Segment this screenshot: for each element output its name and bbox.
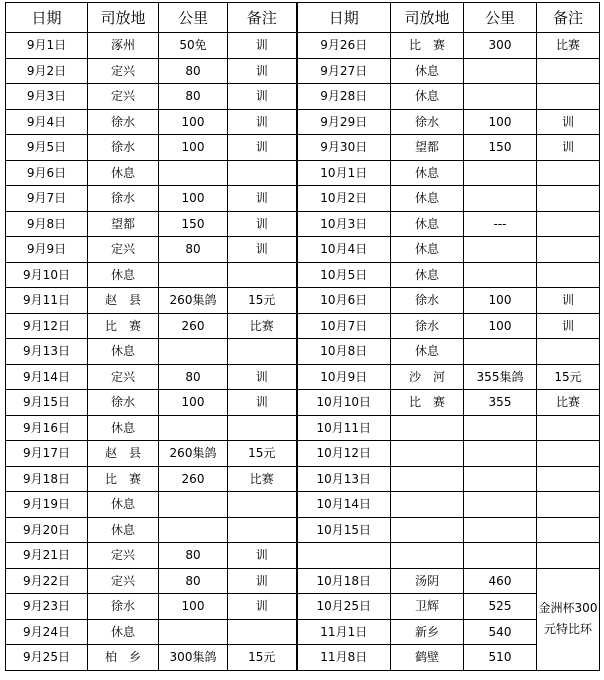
release-site-cell: 徐水	[88, 135, 159, 161]
note-cell: 15元	[228, 645, 297, 671]
date-cell: 9月19日	[6, 492, 88, 518]
note-cell	[537, 237, 600, 263]
release-site-cell: 休息	[391, 262, 464, 288]
header-release-site: 司放地	[88, 3, 159, 33]
note-cell: 训	[228, 568, 297, 594]
release-site-cell: 柏 乡	[88, 645, 159, 671]
distance-cell: 260	[159, 466, 228, 492]
header-note: 备注	[537, 3, 600, 33]
table-row	[6, 645, 600, 671]
release-site-cell: 休息	[391, 84, 464, 110]
distance-cell	[464, 517, 537, 543]
date-cell: 10月18日	[297, 568, 391, 594]
note-cell: 训	[228, 594, 297, 620]
note-cell	[228, 160, 297, 186]
distance-cell: 100	[159, 594, 228, 620]
distance-cell: 100	[464, 109, 537, 135]
note-cell: 训	[228, 211, 297, 237]
date-cell: 9月5日	[6, 135, 88, 161]
note-cell: 训	[228, 33, 297, 59]
release-site-cell: 赵 县	[88, 441, 159, 467]
date-cell: 9月11日	[6, 288, 88, 314]
date-cell: 9月30日	[297, 135, 391, 161]
distance-cell: 540	[464, 619, 537, 645]
note-cell: 训	[228, 84, 297, 110]
release-site-cell: 鹤壁	[391, 645, 464, 671]
release-site-cell: 休息	[88, 339, 159, 365]
release-site-cell: 休息	[88, 160, 159, 186]
date-cell: 11月8日	[297, 645, 391, 671]
note-cell	[537, 211, 600, 237]
date-cell: 9月7日	[6, 186, 88, 212]
distance-cell: 150	[464, 135, 537, 161]
date-cell: 9月23日	[6, 594, 88, 620]
table-row	[6, 186, 600, 212]
release-site-cell: 卫辉	[391, 594, 464, 620]
distance-cell: 100	[159, 109, 228, 135]
date-cell: 10月6日	[297, 288, 391, 314]
note-cell: 15元	[537, 364, 600, 390]
distance-cell	[464, 262, 537, 288]
header-date: 日期	[6, 3, 88, 33]
note-cell: 训	[228, 543, 297, 569]
note-cell	[228, 492, 297, 518]
distance-cell	[159, 415, 228, 441]
date-cell: 9月8日	[6, 211, 88, 237]
date-cell: 9月22日	[6, 568, 88, 594]
distance-cell	[464, 160, 537, 186]
date-cell: 10月11日	[297, 415, 391, 441]
note-cell	[537, 262, 600, 288]
note-cell: 训	[537, 313, 600, 339]
distance-cell	[464, 441, 537, 467]
release-site-cell	[391, 415, 464, 441]
release-site-cell	[391, 492, 464, 518]
release-site-cell: 比 赛	[391, 390, 464, 416]
distance-cell: 150	[159, 211, 228, 237]
release-site-cell: 休息	[88, 262, 159, 288]
note-cell	[228, 517, 297, 543]
table-row	[6, 262, 600, 288]
table-row	[6, 288, 600, 314]
note-cell: 训	[228, 58, 297, 84]
date-cell: 10月12日	[297, 441, 391, 467]
table-row	[6, 415, 600, 441]
distance-cell: 80	[159, 237, 228, 263]
distance-cell: 100	[159, 186, 228, 212]
table-row	[6, 594, 600, 620]
release-site-cell: 望都	[391, 135, 464, 161]
date-cell: 10月3日	[297, 211, 391, 237]
release-site-cell: 涿州	[88, 33, 159, 59]
table-row	[6, 441, 600, 467]
date-cell: 9月10日	[6, 262, 88, 288]
note-cell	[537, 58, 600, 84]
note-cell	[537, 160, 600, 186]
header-row	[6, 3, 600, 33]
note-cell	[537, 339, 600, 365]
header-note: 备注	[228, 3, 297, 33]
distance-cell	[464, 543, 537, 569]
date-cell: 9月6日	[6, 160, 88, 186]
distance-cell: 80	[159, 84, 228, 110]
release-site-cell: 休息	[88, 619, 159, 645]
date-cell: 9月20日	[6, 517, 88, 543]
note-cell	[228, 619, 297, 645]
date-cell: 10月14日	[297, 492, 391, 518]
release-site-cell: 新乡	[391, 619, 464, 645]
date-cell: 9月1日	[6, 33, 88, 59]
date-cell: 11月1日	[297, 619, 391, 645]
table-row	[6, 58, 600, 84]
date-cell: 9月9日	[6, 237, 88, 263]
distance-cell: 355集鸽	[464, 364, 537, 390]
date-cell: 10月8日	[297, 339, 391, 365]
note-cell: 训	[537, 109, 600, 135]
date-cell: 9月12日	[6, 313, 88, 339]
header-distance: 公里	[159, 3, 228, 33]
distance-cell	[159, 619, 228, 645]
distance-cell: ---	[464, 211, 537, 237]
date-cell: 10月4日	[297, 237, 391, 263]
date-cell: 9月25日	[6, 645, 88, 671]
distance-cell: 525	[464, 594, 537, 620]
note-cell	[537, 84, 600, 110]
distance-cell	[464, 339, 537, 365]
release-site-cell: 定兴	[88, 237, 159, 263]
table-row	[6, 568, 600, 594]
note-cell: 训	[537, 288, 600, 314]
date-cell: 10月2日	[297, 186, 391, 212]
distance-cell: 100	[159, 390, 228, 416]
note-cell: 训	[228, 186, 297, 212]
table-row	[6, 160, 600, 186]
table-row	[6, 84, 600, 110]
distance-cell: 510	[464, 645, 537, 671]
distance-cell	[464, 492, 537, 518]
distance-cell: 80	[159, 543, 228, 569]
distance-cell	[159, 339, 228, 365]
date-cell: 9月13日	[6, 339, 88, 365]
distance-cell: 300	[464, 33, 537, 59]
note-cell	[537, 186, 600, 212]
distance-cell: 80	[159, 58, 228, 84]
release-site-cell: 比 赛	[88, 466, 159, 492]
date-cell: 9月29日	[297, 109, 391, 135]
release-site-cell: 休息	[391, 339, 464, 365]
release-site-cell: 徐水	[88, 594, 159, 620]
release-site-cell: 徐水	[88, 186, 159, 212]
note-cell	[228, 339, 297, 365]
release-site-cell: 徐水	[88, 390, 159, 416]
distance-cell	[159, 160, 228, 186]
release-site-cell	[391, 543, 464, 569]
note-cell: 比赛	[537, 390, 600, 416]
table-row	[6, 492, 600, 518]
table-row	[6, 33, 600, 59]
date-cell: 9月4日	[6, 109, 88, 135]
distance-cell	[159, 492, 228, 518]
date-cell: 9月18日	[6, 466, 88, 492]
note-cell: 比赛	[228, 466, 297, 492]
release-site-cell: 沙 河	[391, 364, 464, 390]
table-row	[6, 364, 600, 390]
date-cell: 10月7日	[297, 313, 391, 339]
release-site-cell: 定兴	[88, 568, 159, 594]
release-site-cell: 徐水	[391, 109, 464, 135]
header-release-site: 司放地	[391, 3, 464, 33]
distance-cell: 300集鸽	[159, 645, 228, 671]
note-cell: 训	[228, 109, 297, 135]
release-site-cell: 汤阴	[391, 568, 464, 594]
table-row	[6, 390, 600, 416]
date-cell: 10月1日	[297, 160, 391, 186]
distance-cell: 260	[159, 313, 228, 339]
note-cell	[537, 466, 600, 492]
distance-cell	[159, 262, 228, 288]
release-site-cell: 徐水	[391, 288, 464, 314]
note-cell: 15元	[228, 288, 297, 314]
release-site-cell: 赵 县	[88, 288, 159, 314]
date-cell: 10月9日	[297, 364, 391, 390]
note-cell	[537, 441, 600, 467]
distance-cell: 260集鸽	[159, 288, 228, 314]
note-cell: 比赛	[537, 33, 600, 59]
schedule-body	[6, 33, 600, 671]
date-cell: 9月15日	[6, 390, 88, 416]
table-row	[6, 517, 600, 543]
date-cell: 9月3日	[6, 84, 88, 110]
release-site-cell: 休息	[88, 517, 159, 543]
date-cell: 9月21日	[6, 543, 88, 569]
release-site-cell: 休息	[88, 492, 159, 518]
distance-cell	[464, 466, 537, 492]
table-row	[6, 237, 600, 263]
date-cell: 10月10日	[297, 390, 391, 416]
note-cell	[228, 262, 297, 288]
distance-cell	[464, 237, 537, 263]
release-site-cell: 比 赛	[391, 33, 464, 59]
release-site-cell: 定兴	[88, 84, 159, 110]
distance-cell: 80	[159, 364, 228, 390]
date-cell: 10月25日	[297, 594, 391, 620]
distance-cell: 80	[159, 568, 228, 594]
table-row	[6, 211, 600, 237]
note-cell: 训	[228, 237, 297, 263]
distance-cell	[159, 517, 228, 543]
date-cell: 9月24日	[6, 619, 88, 645]
date-cell: 10月5日	[297, 262, 391, 288]
release-site-cell: 休息	[88, 415, 159, 441]
distance-cell: 100	[159, 135, 228, 161]
date-cell: 9月28日	[297, 84, 391, 110]
release-site-cell: 休息	[391, 211, 464, 237]
distance-cell: 100	[464, 288, 537, 314]
release-site-cell: 定兴	[88, 543, 159, 569]
schedule-table	[5, 2, 600, 671]
note-cell: 训	[537, 135, 600, 161]
merged-note-cell: 金洲杯300元特比环	[537, 568, 600, 670]
release-site-cell: 徐水	[391, 313, 464, 339]
distance-cell: 460	[464, 568, 537, 594]
release-site-cell: 比 赛	[88, 313, 159, 339]
distance-cell	[464, 84, 537, 110]
date-cell: 9月27日	[297, 58, 391, 84]
note-cell	[537, 415, 600, 441]
date-cell: 10月15日	[297, 517, 391, 543]
distance-cell	[464, 58, 537, 84]
distance-cell: 355	[464, 390, 537, 416]
release-site-cell: 定兴	[88, 364, 159, 390]
release-site-cell	[391, 466, 464, 492]
distance-cell: 260集鸽	[159, 441, 228, 467]
release-site-cell	[391, 517, 464, 543]
table-row	[6, 619, 600, 645]
note-cell: 训	[228, 135, 297, 161]
table-row	[6, 109, 600, 135]
date-cell: 9月26日	[297, 33, 391, 59]
date-cell: 9月2日	[6, 58, 88, 84]
note-cell: 训	[228, 390, 297, 416]
table-row	[6, 135, 600, 161]
distance-cell: 50免	[159, 33, 228, 59]
table-row	[6, 543, 600, 569]
header-date: 日期	[297, 3, 391, 33]
release-site-cell: 休息	[391, 58, 464, 84]
note-cell	[537, 517, 600, 543]
table-row	[6, 313, 600, 339]
release-site-cell: 休息	[391, 160, 464, 186]
date-cell: 9月16日	[6, 415, 88, 441]
release-site-cell	[391, 441, 464, 467]
note-cell	[537, 543, 600, 569]
release-site-cell: 休息	[391, 237, 464, 263]
date-cell: 10月13日	[297, 466, 391, 492]
release-site-cell: 定兴	[88, 58, 159, 84]
date-cell: 9月17日	[6, 441, 88, 467]
distance-cell	[464, 415, 537, 441]
note-cell	[228, 415, 297, 441]
note-cell: 比赛	[228, 313, 297, 339]
note-cell: 15元	[228, 441, 297, 467]
note-cell: 训	[228, 364, 297, 390]
note-cell	[537, 492, 600, 518]
release-site-cell: 休息	[391, 186, 464, 212]
release-site-cell: 徐水	[88, 109, 159, 135]
table-row	[6, 466, 600, 492]
header-distance: 公里	[464, 3, 537, 33]
distance-cell	[464, 186, 537, 212]
date-cell	[297, 543, 391, 569]
release-site-cell: 望都	[88, 211, 159, 237]
distance-cell: 100	[464, 313, 537, 339]
table-row	[6, 339, 600, 365]
date-cell: 9月14日	[6, 364, 88, 390]
